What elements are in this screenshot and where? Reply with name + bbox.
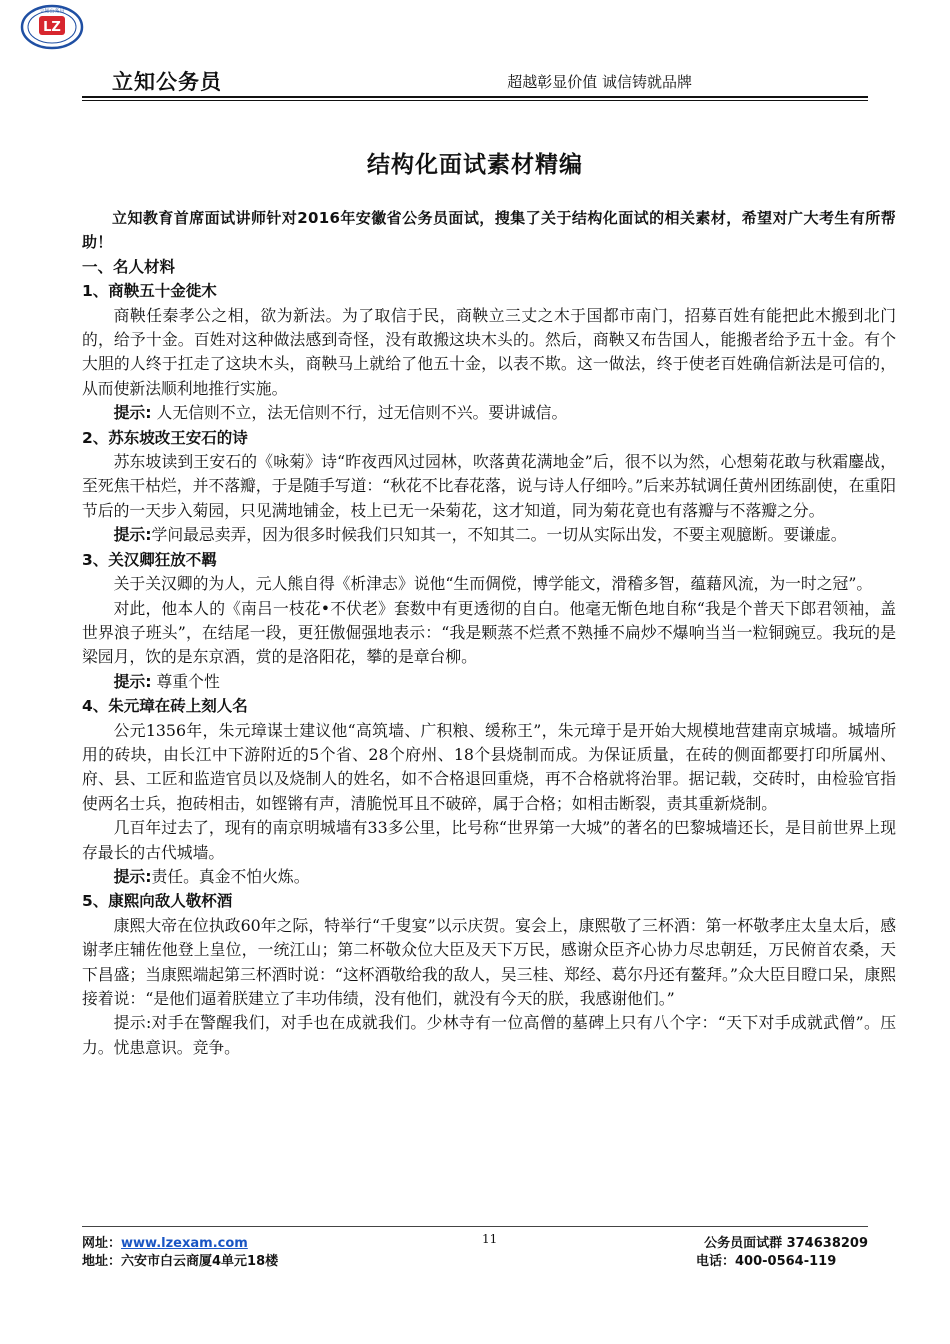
item-paragraph: 对此，他本人的《南吕一枝花•不伏老》套数中有更透彻的自白。他毫无惭色地自称“我是个普天下郎君领袖，盖世界浪子班头”，在结尾一段，更狂傲倔强地表示：“我是颗蒸不烂煮不熟捶不扁炒不爆响当当一粒铜豌豆。我玩的是梁园月，饮的是东京酒，赏的是洛阳花，攀的是章台柳。 bbox=[82, 598, 896, 667]
header-divider bbox=[82, 96, 868, 98]
hint-text: 责任。真金不怕火炼。 bbox=[151, 866, 310, 886]
logo-text: LZ bbox=[43, 20, 61, 35]
hint-text: 人无信则不立，法无信则不行，过无信则不兴。要讲诚信。 bbox=[156, 403, 568, 423]
hint-text: 学问最忌卖弄，因为很多时候我们只知其一，不知其二。一切从实际出发，不要主观臆断。要谦虚。 bbox=[151, 525, 847, 545]
footer-divider bbox=[82, 1226, 868, 1227]
hint-line bbox=[82, 670, 896, 694]
hint-label: 提示: bbox=[113, 403, 152, 423]
footer-address: 地址：六安市白云商厦4单元18楼 bbox=[82, 1254, 279, 1269]
hint-label: 提示: bbox=[113, 866, 152, 886]
brand-logo-icon bbox=[20, 4, 84, 50]
footer-phone: 电话：400-0564-119 bbox=[696, 1254, 837, 1269]
item-heading: 3、关汉卿狂放不羁 bbox=[82, 550, 217, 569]
document-body bbox=[82, 206, 896, 1060]
hint-label: 提示: bbox=[113, 671, 152, 691]
hint-line bbox=[82, 865, 896, 889]
hint-text: 对手在警醒我们，对手也在成就我们。少林寺有一位高僧的墓碑上只有八个字：“天下对手成就武僧”。压力。忧患意识。竞争。 bbox=[82, 1013, 896, 1057]
hint-text: 尊重个性 bbox=[156, 671, 220, 691]
header-divider-thin bbox=[82, 100, 868, 101]
item-heading: 4、朱元璋在砖上刻人名 bbox=[82, 697, 248, 716]
item-paragraph: 康熙大帝在位执政60年之际，特举行“千叟宴”以示庆贺。宴会上，康熙敬了三杯酒：第一杯敬孝庄太皇太后，感谢孝庄辅佐他登上皇位，一统江山；第二杯敬众位大臣及天下万民，感谢众臣齐心协力尽忠朝廷，万民俯首农桑，天下昌盛；当康熙端起第三杯酒时说：“这杯酒敬给我的敌人，吴三桂、郑经、葛尔丹还有鳌拜。”众大臣目瞪口呆，康熙接着说：“是他们逼着朕建立了丰功伟绩，没有他们，就没有今天的朕，我感谢他们。” bbox=[82, 915, 896, 1008]
brand-name: 立知公务员 bbox=[112, 70, 222, 94]
page-number: 11 bbox=[482, 1232, 498, 1246]
item-heading: 1、商鞅五十金徙木 bbox=[82, 282, 217, 301]
website-link[interactable]: www.lzexam.com bbox=[121, 1236, 248, 1251]
hint-line bbox=[82, 401, 896, 425]
document-title: 结构化面试素材精编 bbox=[367, 152, 583, 178]
hint-line bbox=[82, 1011, 896, 1060]
item-paragraph: 公元1356年，朱元璋谋士建议他“高筑墙、广积粮、缓称王”，朱元璋于是开始大规模地营建南京城墙。城墙所用的砖块，由长江中下游附近的5个省、28个府州、18个县烧制而成。为保证质量，在砖的侧面都要打印所属州、府、县、工匠和监造官员以及烧制人的姓名，如不合格退回重烧，再不合格就将治罪。据记载，交砖时，由检验官指使两名士兵，抱砖相击，如铿锵有声，清脆悦耳且不破碎，属于合格；如相击断裂，责其重新烧制。 bbox=[82, 720, 896, 813]
item-heading: 2、苏东坡改王安石的诗 bbox=[82, 428, 248, 447]
footer-qq-group: 公务员面试群 374638209 bbox=[704, 1236, 868, 1251]
item-paragraph: 商鞅任秦孝公之相，欲为新法。为了取信于民，商鞅立三丈之木于国都市南门，招募百姓有能把此木搬到北门的，给予十金。百姓对这种做法感到奇怪，没有敢搬这块木头的。然后，商鞅又布告国人，能搬者给予五十金。有个大胆的人终于扛走了这块木头，商鞅马上就给了他五十金，以表不欺。这一做法，终于使老百姓确信新法是可信的，从而使新法顺利地推行实施。 bbox=[82, 305, 896, 398]
header-slogan: 超越彰显价值 诚信铸就品牌 bbox=[507, 73, 692, 91]
item-paragraph: 苏东坡读到王安石的《咏菊》诗“昨夜西风过园林，吹落黄花满地金”后，很不以为然，心想菊花敢与秋霜鏖战，至死焦干枯烂，并不落瓣，于是随手写道：“秋花不比春花落，说与诗人仔细吟。”后来苏轼调任黄州团练副使，在重阳节后的一天步入菊园，只见满地铺金，枝上已无一朵菊花，这才知道，同为菊花竟也有落瓣与不落瓣之分。 bbox=[82, 452, 896, 520]
logo-ring-text: 立知公务员 bbox=[39, 8, 65, 15]
page-footer bbox=[82, 1232, 868, 1272]
item-paragraph: 几百年过去了，现有的南京明城墙有33多公里，比号称“世界第一大城”的著名的巴黎城墙还长，是目前世界上现存最长的古代城墙。 bbox=[82, 818, 896, 862]
item-paragraph: 关于关汉卿的为人，元人熊自得《析津志》说他“生而倜傥，博学能文，滑稽多智，蕴藉风流，为一时之冠”。 bbox=[113, 574, 873, 594]
footer-website bbox=[82, 1232, 248, 1251]
hint-label: 提示: bbox=[113, 525, 152, 545]
hint-line bbox=[82, 523, 896, 547]
hint-label: 提示: bbox=[113, 1013, 152, 1033]
intro-paragraph: 立知教育首席面试讲师针对2016年安徽省公务员面试，搜集了关于结构化面试的相关素材，希望对广大考生有所帮助！ bbox=[82, 209, 896, 252]
section-heading: 一、名人材料 bbox=[82, 257, 176, 276]
item-heading: 5、康熙向敌人敬杯酒 bbox=[82, 892, 233, 911]
website-label: 网址： bbox=[82, 1236, 122, 1251]
